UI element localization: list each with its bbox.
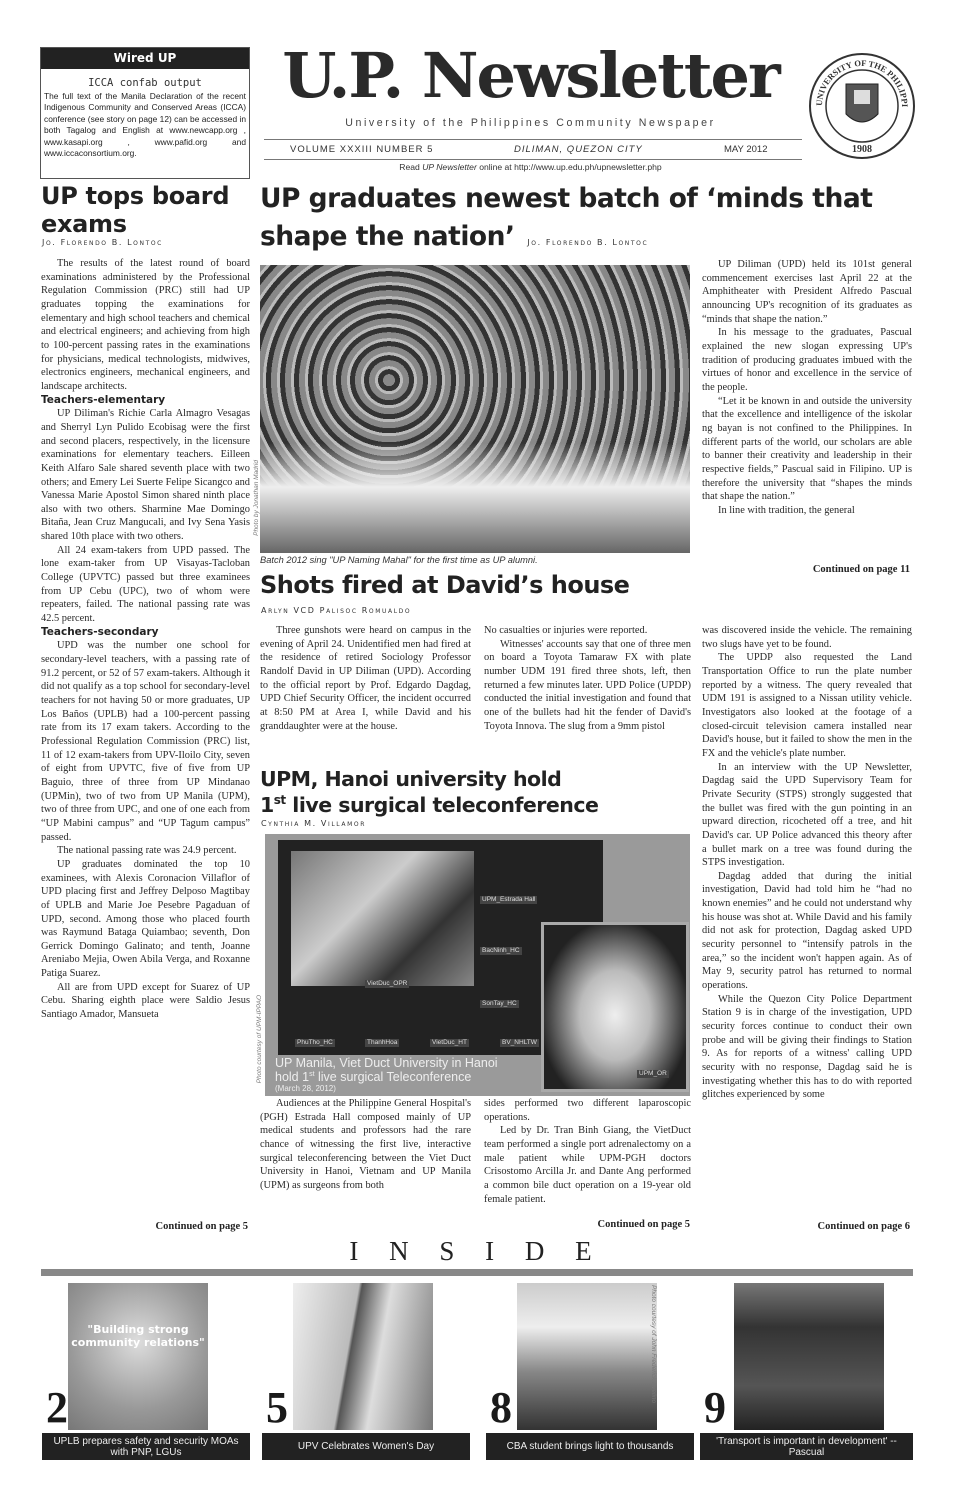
paragraph: Three gunshots were heard on campus in the evening of April 24. Unidentified men had fired at the residence of retired Sociology Professor Randolf David in UP Diliman (UPD). According to the official report by Prof. Edgardo Dagdag, UPD Chief Security Officer, the incident occurred at 8:50 PM at Area I, while David and his granddaughter were at the house. <box>260 625 471 732</box>
graduates-headline <box>260 180 910 262</box>
shots-body-column-3 <box>702 624 912 1223</box>
paragraph: In an interview with the UP Newsletter, Dagdag said the UPD Supervisory Team for Private Security (STPS) strongly suggested that the bullet was fired with the gun pointing in an upward direction, ricocheted off a tree, and hit David's car. UP Police advanced this theory after a bullet mark on a tree was found during the STPS investigation. <box>702 761 912 869</box>
photo-screen-label: VietDuc_OPR <box>367 980 408 987</box>
upm-headline-ordinal: 1 <box>260 793 274 817</box>
inside-photo-9[interactable] <box>734 1283 884 1430</box>
inside-photo-8[interactable] <box>517 1283 657 1430</box>
photo-screen-label: UPM_Estrada Hall <box>482 896 536 903</box>
upm-photo <box>265 834 690 1096</box>
section-subheading: Teachers-elementary <box>41 393 166 406</box>
paragraph: In his message to the graduates, Pascual explained the new slogan expressing UP's tradition of producing graduates imbued with the virtues of honor and excellence in the service of the people. <box>702 327 912 393</box>
photo-screen-label: ThanhHoa <box>367 1039 398 1046</box>
upm-headline-rest: live surgical teleconference <box>285 793 599 817</box>
board-exams-byline: Jo. Florendo B. Lontoc <box>42 238 163 247</box>
upm-photo-caption-line-1: UP Manila, Viet Duct University in Hanoi <box>275 1056 498 1070</box>
wired-up-box <box>40 47 250 179</box>
masthead-rule-top <box>264 139 802 140</box>
photo-screen-label: SonTay_HC <box>482 1000 517 1007</box>
shots-headline: Shots fired at David’s house <box>260 571 630 599</box>
masthead-subtitle: University of the Philippines Community Newspaper <box>345 117 716 129</box>
masthead-place: DILIMAN, QUEZON CITY <box>514 144 643 155</box>
paragraph: UP Diliman (UPD) held its 101st general commencement exercises last April 22 at the Amphitheater with President Alfredo Pascual announcing UP's recognition of its graduates as “minds that shape the nation.” <box>702 259 912 325</box>
read-online-url[interactable]: online at http://www.up.edu.ph/upnewsletter.php <box>476 162 662 172</box>
board-exams-headline: UP tops board exams <box>41 182 230 238</box>
paragraph: Dagdag added that during the initial investigation, David had told him he “had no known enemies” and he could not understand why his house was shot at. While David and his family did not ask for protection, Dagdag asked UPD security personnel to “intensify patrols in the area,” so the incident won't happen again. As of May 9, security patrol has returned to normal operations. <box>702 870 912 992</box>
upm-headline-line-1: UPM, Hanoi university hold <box>260 767 562 791</box>
inside-title: I N S I D E <box>349 1236 604 1266</box>
wired-up-title: Wired UP <box>41 48 249 69</box>
svg-text:1908: 1908 <box>852 144 872 155</box>
svg-text:UNIVERSITY OF THE PHILIPPINES: UNIVERSITY OF THE PHILIPPI <box>813 57 911 108</box>
inside-caption-link[interactable]: UPLB prepares safety and security MOAs with PNP, LGUs <box>42 1433 250 1460</box>
upm-photo-caption-date: (March 28, 2012) <box>275 1084 336 1093</box>
paragraph: All are from UPD except for Suarez of UP Cebu. Sharing eighth place were Saldio Jesus Santiago Amador, Mansueta <box>41 981 250 1021</box>
paragraph: The national passing rate was 24.9 percent. <box>57 845 237 857</box>
upm-continued[interactable]: Continued on page 5 <box>597 1219 690 1230</box>
paragraph: UP graduates dominated the top 10 examinees, with Alexis Coronacion Villaflor of UPD placing first and Jeffrey Delposo Magtibay of UPLB and Marie Joe Pesebre Pagaduan of UPD, second. Among those who placed fourth was Raymund Bataga Quiambao; seventh, Don Gerrick Domingo Galinato; and tenth, Joanne Areniabo Mejia, Owen Abila Verga, and Roxanne Patiga Suarez. <box>41 858 250 980</box>
paragraph: UP Diliman's Richie Carla Almagro Vesagas and Sherryl Lyn Pulido Ecobisag were the first and second placers, respectively, in the licensure examinations for elementary teachers. Eilleen Keith Alfaro Sale shared seventh place with two others; and Emery Lei Suerte Felipe Sicangco and Vanessa Marie Apostol Simon shared ninth place also with two others. Sharmine Mae Domingo Bitaña, Jean Cruz Mangucali, and Ivy Sena Yasis shared 10th place with two others. <box>41 408 250 543</box>
upm-photo-caption-hold: hold 1 <box>275 1070 310 1084</box>
shots-byline: Arlyn VCD Palisoc Romualdo <box>261 606 412 615</box>
photo-screen-label: UPM_OR <box>639 1070 667 1077</box>
upm-headline <box>260 766 692 818</box>
upm-headline-line-2 <box>260 792 692 818</box>
paragraph: Witnesses' accounts say that one of three men on board a Toyota Tamaraw FX with plate number UDM 191 fired three shots, left, then returned a few minutes later. UPD Police (UPDP) conducted the initial investigation and found that one of the bullets had hit the fender of David's Toyota Innova. The slug from a 9mm pistol <box>484 638 691 732</box>
inside-divider <box>41 1269 913 1276</box>
paragraph: No casualties or injuries were reported. <box>484 625 648 636</box>
graduates-continued[interactable]: Continued on page 11 <box>812 564 910 575</box>
photo-screen-label: PhuTho_HC <box>297 1039 333 1046</box>
inside-photo-2[interactable] <box>68 1283 208 1430</box>
inside-page-number: 8 <box>490 1383 512 1432</box>
graduates-byline: Jo. Florendo B. Lontoc <box>527 238 649 247</box>
inside-page-number: 5 <box>266 1383 288 1432</box>
inside-caption-link[interactable]: CBA student brings light to thousands <box>486 1433 694 1460</box>
board-exams-continued[interactable]: Continued on page 5 <box>155 1221 248 1232</box>
upm-headline-sup: st <box>273 793 286 808</box>
upm-photo-caption-sup: st <box>309 1070 315 1078</box>
paragraph: The UPDP also requested the Land Transportation Office to run the plate number reported by a witness. The query revealed that UDM 191 is assigned to a Nissan utility vehicle. Investigators also looked at the footage of a closed-circuit television camera installed near David's house, but it failed to show the men in the FX and the vehicle's plate number. <box>702 652 912 759</box>
graduates-headline-text: UP graduates newest batch of ‘minds that shape the nation’ <box>260 183 873 252</box>
photo-screen-label: BacNinh_HC <box>482 947 520 954</box>
board-exams-body <box>41 257 250 1223</box>
upm-photo-caption-line-2 <box>275 1070 535 1084</box>
up-seal-logo <box>808 44 916 168</box>
inside-page-number: 9 <box>704 1383 726 1432</box>
masthead-volume: VOLUME XXXIII NUMBER 5 <box>290 144 434 155</box>
photo-screen-label: BV_NHLTW <box>502 1039 537 1046</box>
read-online-prefix: Read <box>399 162 423 172</box>
inside-caption-link[interactable]: UPV Celebrates Women's Day <box>262 1433 470 1460</box>
paragraph: “Let it be known in and outside the university that the excellence and intelligence of the iskolar ng bayan is not confined to the Philippines. In different parts of the world, our scholars are able to banner their creativity and leadership in their respective fields,” Pascual said in Filipino. UP is therefore the university that “shapes the minds that shape the nation.” <box>702 395 912 503</box>
paragraph: In line with tradition, the general <box>718 504 855 516</box>
upm-byline: Cynthia M. Villamor <box>261 819 366 828</box>
inside-photo-5[interactable] <box>293 1283 433 1430</box>
paragraph: was discovered inside the vehicle. The remaining two slugs have yet to be found. <box>702 625 912 650</box>
upm-photo-caption-rest: live surgical Teleconference <box>314 1070 472 1084</box>
inside-photo-credit: Photo courtesy of John Frederick Avelino <box>650 1285 657 1404</box>
masthead-rule-bottom <box>264 159 802 160</box>
inside-page-number: 2 <box>46 1383 68 1432</box>
graduates-photo-caption: Batch 2012 sing "UP Naming Mahal" for the first time as UP alumni. <box>260 555 538 565</box>
graduates-photo <box>260 265 690 553</box>
upm-photo-credit: Photo courtesy of UPM-IPPAO <box>256 995 263 1084</box>
graduates-body <box>702 258 912 558</box>
paragraph: All 24 exam-takers from UPD passed. The lone exam-taker from UP Visayas-Tacloban College (UPVTC) passed but three examinees from UP Cebu (UPC), two of whom were repeaters, failed. The national passing rate was 42.5 percent. <box>41 544 250 625</box>
paragraph: UPD was the number one school for secondary-level teachers, with a passing rate of 91.2 percent, or 52 of 57 exam-takers. Although it did not qualify as a top school for secondary-level teachers for not having 50 or more graduates, UP Los Baños (UPLB) had a 100-percent passing rate from its 17 exam takers. According to the Professional Regulation Commission (PRC) list, 11 of 12 exam-takers from UPV-Iloilo City, seven of eight from UPVTC, five of five from UP Baguio, three of three from UP Mindanao (UPMin), two of two from UP Manila (UPM), two of three from UPC, and one of one each from “UP Mabini campus” and “UP Tagum campus” passed. <box>41 640 250 843</box>
read-online-line <box>258 162 803 172</box>
wired-up-text: The full text of the Manila Declaration of the recent Indigenous Community and Conserved Areas (ICCA) conference (see story on page 12) can be accessed in both Tagalog and English at www.newcapp.org , www.kasapi.org , www.pafid.org and www.iccaconsortium.org. <box>44 91 246 159</box>
graduates-photo-credit: Photo by Jonathan Madrid <box>253 460 260 536</box>
paragraph: Audiences at the Philippine General Hospital's (PGH) Estrada Hall composed mainly of UP medical students and professors had the rare chance of witnessing the first live, interactive surgical teleconferencing between the Viet Duct University in Hanoi, Vietnam and UP Manila (UPM) as surgeons from both <box>260 1098 471 1191</box>
masthead-date: MAY 2012 <box>724 144 768 155</box>
read-online-publication: UP Newsletter <box>422 162 477 172</box>
paragraph: The results of the latest round of board examinations administered by the Professional Regulation Commission (PRC) still had UP graduates topping the examinations for elementary and high school teachers and chemical and electrical engineers; and achieving from high to 100-percent passing rates in the examinations for physicians, medical technologists, midwives, electronics engineers, mechanical engineers, and landscape architects. <box>41 258 250 392</box>
inside-caption-link[interactable]: 'Transport is important in development' -- Pascual <box>700 1433 913 1460</box>
shots-body-column-2 <box>484 624 691 748</box>
paragraph: While the Quezon City Police Department Station 9 is in charge of the investigation, UPD security forces continue to conduct their own probe and will be giving their findings to Station 9. As for reports of a witness' calling UPD security with no response, Dagdag said he is investigating whether this has to do with reported glitches experienced by some <box>702 993 912 1101</box>
inside-photo-text: "Building strong community relations" <box>71 1323 205 1349</box>
paragraph: sides performed two different laparoscopic operations. <box>484 1098 691 1123</box>
upm-body-column-2 <box>484 1097 691 1217</box>
photo-screen-label: VietDuc_HT <box>432 1039 467 1046</box>
wired-up-subtitle: ICCA confab output <box>88 77 202 89</box>
paragraph: Led by Dr. Tran Binh Giang, the VietDuct team performed a single port adrenalectomy on a male patient while UPM-PGH doctors Crisostomo Arcilla Jr. and Dante Ang performed a common bile duct operation on a 19-year old female patient. <box>484 1125 691 1205</box>
masthead-title: U.P. Newsletter <box>282 39 779 112</box>
shots-body-column-1 <box>260 624 471 748</box>
upm-body-column-1 <box>260 1097 471 1217</box>
section-subheading: Teachers-secondary <box>41 625 159 638</box>
shots-continued[interactable]: Continued on page 6 <box>817 1221 910 1232</box>
